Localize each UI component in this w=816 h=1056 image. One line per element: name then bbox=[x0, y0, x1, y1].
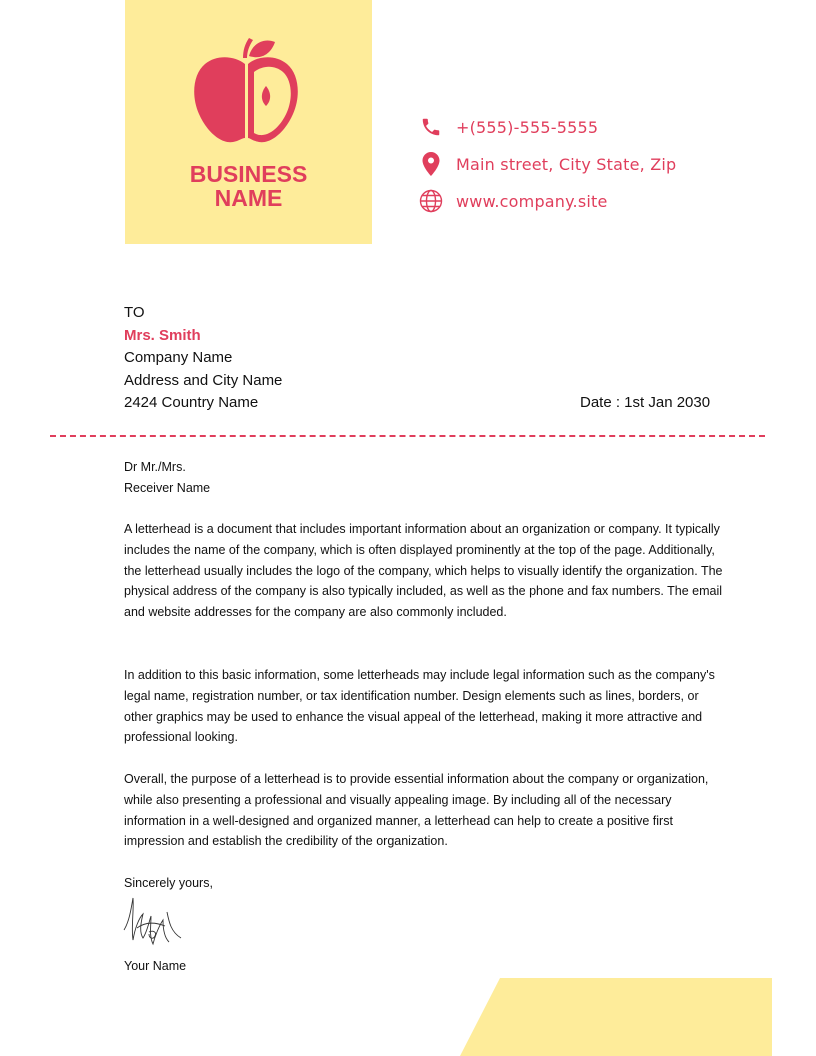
street-address: Main street, City State, Zip bbox=[456, 154, 677, 174]
closing: Sincerely yours, bbox=[124, 876, 213, 890]
paragraph-text: A letterhead is a document that includes important information about an organization or company. It typically includes the name of the company, which is often displayed prominently at the top of the page. Additionally, the letterhead usually includes the logo of the company, which helps to visually identify the organization. The physical address of the company is also typically included, as well as the phone and fax numbers. The email and website addresses for the company are also commonly included. bbox=[124, 522, 723, 620]
website-link[interactable]: www.company.site bbox=[456, 191, 608, 211]
recipient-address: Address and City Name bbox=[124, 372, 283, 389]
paragraph-text: In addition to this basic information, some letterheads may include legal information such as the company's legal name, registration number, or tax identification number. Design elements such as lines, borders, or other graphics may be used to enhance the visual appeal of the letterhead, making it more attractive and professional looking. bbox=[124, 668, 715, 745]
paragraph-3 bbox=[124, 769, 724, 852]
paragraph-2 bbox=[124, 665, 724, 748]
contact-address bbox=[418, 150, 676, 178]
business-name-line1: BUSINESS bbox=[189, 161, 308, 187]
letter-date: Date : 1st Jan 2030 bbox=[580, 394, 711, 411]
paragraph-1 bbox=[124, 519, 724, 623]
location-pin-icon bbox=[418, 151, 444, 177]
paragraph-text: Overall, the purpose of a letterhead is to provide essential information about the company or organization, while also presenting a professional and visually appealing image. By including all of the necessary information in a well-designed and organized manner, a letterhead can help to create a positive first impression and establish the credibility of the organization. bbox=[124, 772, 709, 849]
phone-icon bbox=[418, 114, 444, 140]
signature-icon bbox=[121, 892, 187, 950]
logo-panel bbox=[125, 0, 372, 244]
business-name bbox=[125, 162, 372, 210]
contact-website bbox=[418, 187, 608, 215]
receiver-name: Receiver Name bbox=[124, 481, 211, 495]
business-name-line2: NAME bbox=[214, 185, 283, 211]
contact-phone bbox=[418, 113, 598, 141]
recipient-company: Company Name bbox=[124, 349, 233, 366]
to-label: TO bbox=[124, 304, 145, 321]
salutation: Dr Mr./Mrs. bbox=[124, 460, 186, 474]
phone-number[interactable]: +(555)-555-5555 bbox=[456, 117, 599, 137]
recipient-name: Mrs. Smith bbox=[124, 327, 201, 344]
globe-icon bbox=[418, 188, 444, 214]
recipient-country: 2424 Country Name bbox=[124, 394, 259, 411]
signer-name: Your Name bbox=[124, 959, 187, 973]
decorative-footer-shape bbox=[460, 978, 772, 1056]
apple-logo-icon bbox=[191, 36, 301, 146]
dashed-divider bbox=[50, 435, 765, 437]
